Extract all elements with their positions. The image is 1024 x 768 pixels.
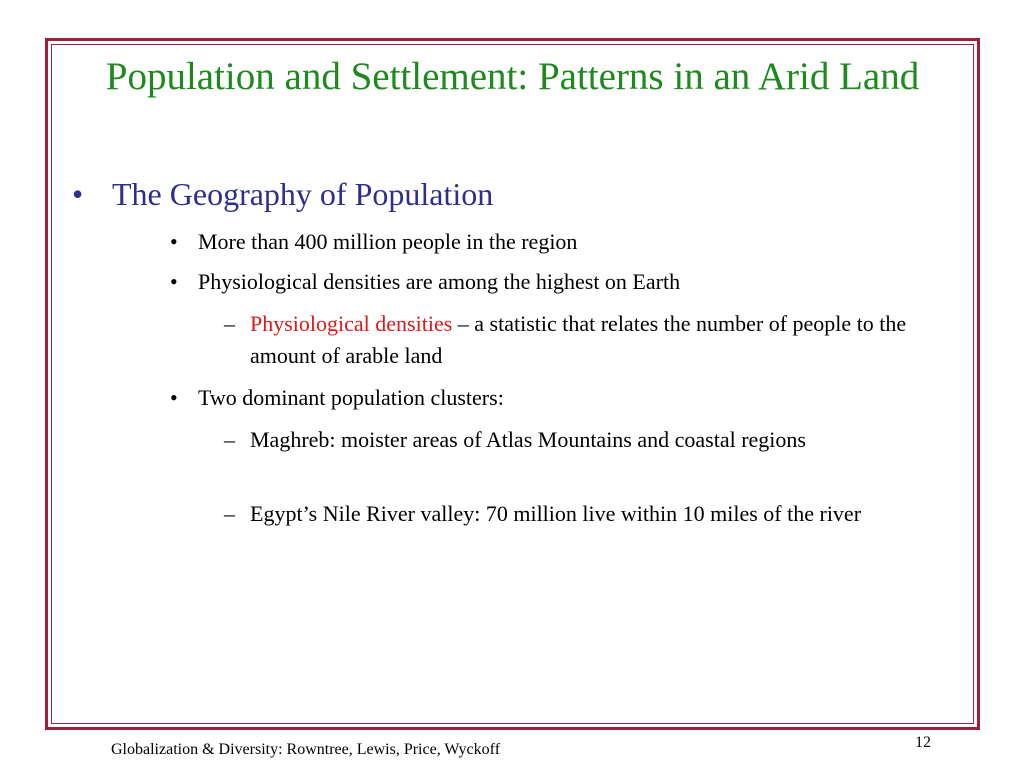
slide-title: Population and Settlement: Patterns in an Arid Land (105, 55, 920, 98)
dash-marker: – (224, 501, 235, 526)
bullet-marker: • (170, 269, 178, 294)
term-label: Physiological densities (250, 311, 453, 336)
bullet-marker: • (170, 385, 178, 410)
bullet-marker: • (170, 229, 178, 254)
definition-body: – a statistic that relates the number of people to the amount of arable land (250, 311, 907, 368)
dash-marker: – (224, 311, 235, 336)
heading-text: The Geography of Population (112, 176, 494, 212)
sub-list-item-text: Egypt’s Nile River valley: 70 million live within 10 miles of the river (250, 501, 862, 526)
footer-citation: Globalization & Diversity: Rowntree, Lewis, Price, Wyckoff (111, 741, 501, 758)
bullet-marker: • (72, 176, 84, 212)
definition-text (250, 308, 950, 372)
sub-list-item-text: Maghreb: moister areas of Atlas Mountains and coastal regions (250, 427, 806, 452)
page-number: 12 (915, 734, 931, 751)
list-item-text: Physiological densities are among the highest on Earth (198, 269, 681, 294)
list-item-text: More than 400 million people in the region (198, 229, 578, 254)
slide-border-inner (51, 44, 974, 724)
list-item-text: Two dominant population clusters: (198, 385, 504, 410)
dash-marker: – (224, 427, 235, 452)
